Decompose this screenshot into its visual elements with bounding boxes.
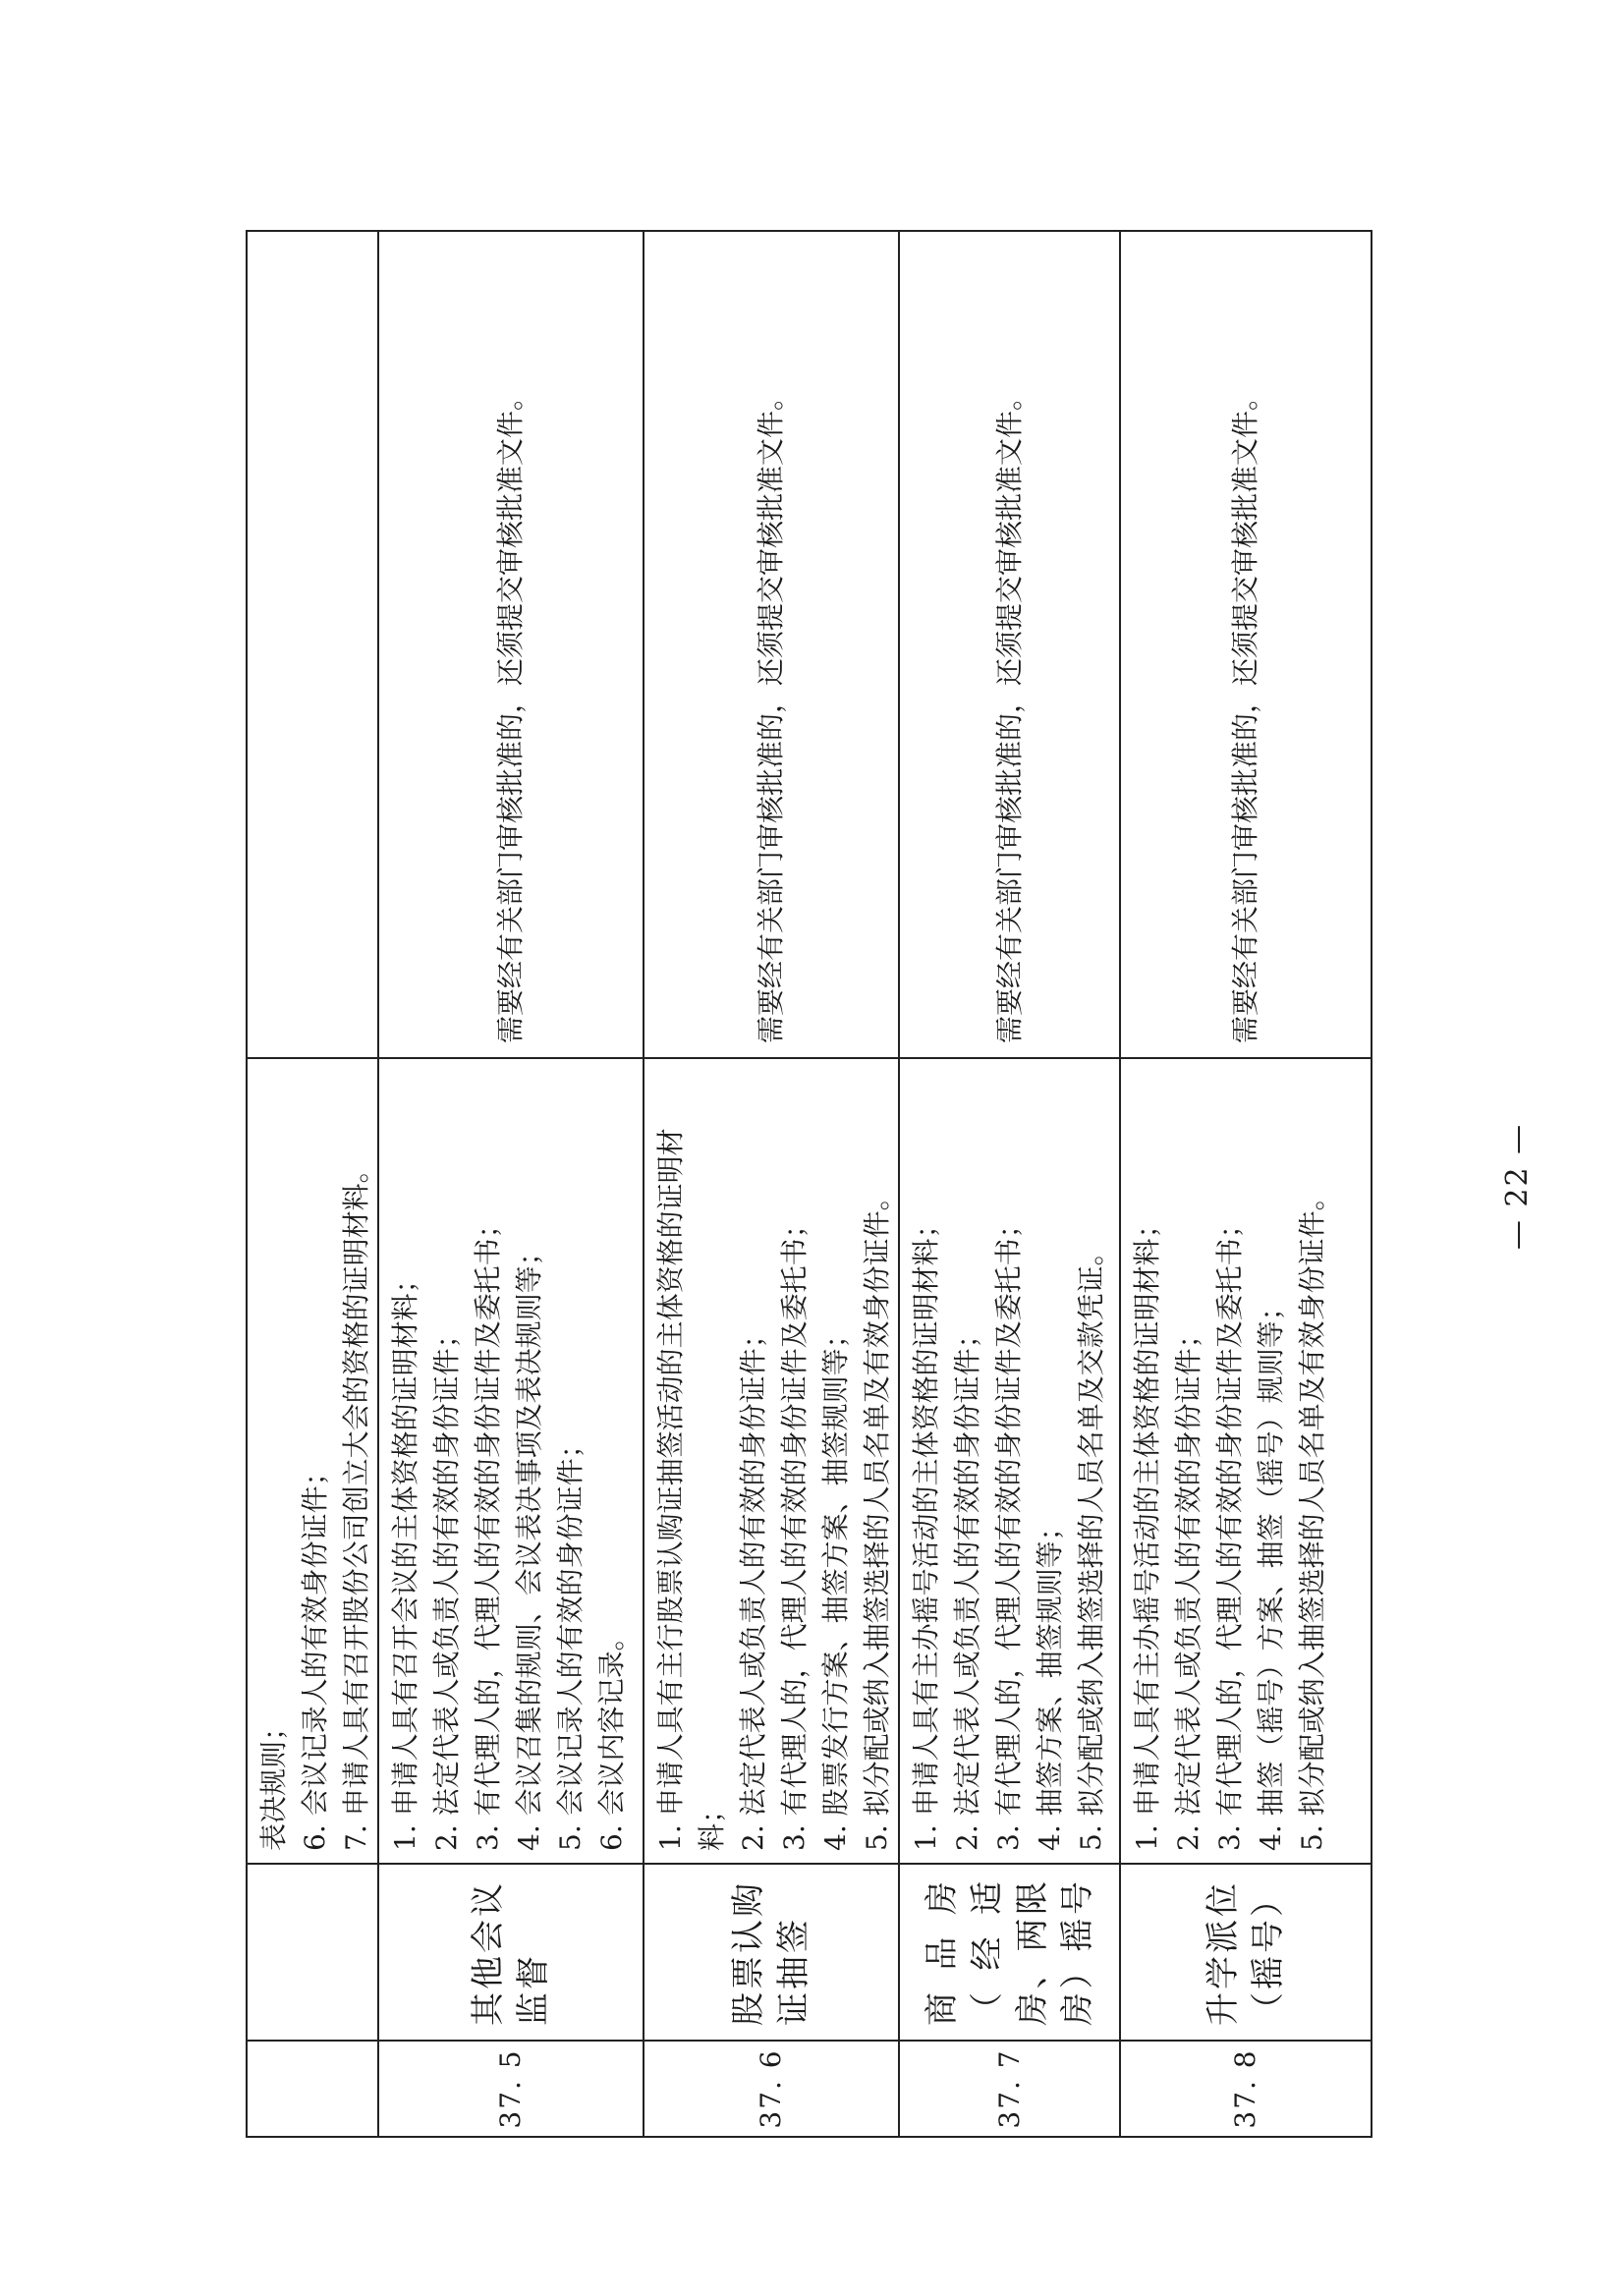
material-line: 2. 法定代表人或负责人的有效的身份证件； [1172, 1320, 1204, 1851]
item-code: 37. 7 [992, 2048, 1026, 2129]
material-line: 7. 申请人具有召开股份公司创立大会的资格的证明材料。 [340, 1155, 372, 1851]
item-name-cell [378, 1864, 644, 2041]
item-name-line: 其他会议 [469, 1880, 508, 2026]
item-code: 37. 8 [1229, 2048, 1261, 2129]
item-name-line: 房）摇号 [1057, 1878, 1097, 2026]
material-line: 5. 拟分配或纳入抽签选择的人员名单及有效身份证件。 [1296, 1183, 1328, 1851]
item-name-line: 股票认购 [729, 1880, 768, 2026]
material-line: 6. 会议记录人的有效身份证件； [299, 1458, 331, 1851]
materials-cell [1120, 1058, 1372, 1864]
material-line: 6. 会议内容记录。 [595, 1623, 628, 1851]
material-line: 3. 有代理人的，代理人的有效的身份证件及委托书； [778, 1210, 811, 1851]
material-line: 5. 拟分配或纳入抽签选择的人员名单及有效身份证件。 [861, 1183, 893, 1851]
material-line: 1. 申请人具有主办摇号活动的主体资格的证明材料； [910, 1210, 942, 1851]
item-code-cell [899, 2041, 1120, 2137]
note-cell [247, 231, 378, 1058]
item-code-cell [644, 2041, 899, 2137]
item-name-line: （ 经 适 [967, 1878, 1007, 2026]
item-name-cell [644, 1864, 899, 2041]
material-line: 2. 法定代表人或负责人的有效的身份证件； [737, 1320, 769, 1851]
materials-cell [247, 1058, 378, 1864]
item-code: 37. 5 [494, 2048, 527, 2129]
material-line: 4. 抽签（摇号）方案、抽签（摇号）规则等； [1255, 1293, 1287, 1851]
material-line: 3. 有代理人的，代理人的有效的身份证件及委托书； [1213, 1210, 1246, 1851]
item-name-cell [899, 1864, 1120, 2041]
material-line: 1. 申请人具有主行股票认购证抽签活动的主体资格的证明材 [654, 1128, 687, 1851]
material-line: 3. 有代理人的，代理人的有效的身份证件及委托书； [992, 1210, 1025, 1851]
approval-note: 需要经有关部门审核批准的，还须提交审核批准文件。 [494, 382, 527, 1043]
table-row [378, 231, 644, 2137]
item-code-cell [378, 2041, 644, 2137]
material-line: 4. 股票发行方案、抽签方案、抽签规则等； [819, 1320, 852, 1851]
page-number: — 22 — [1500, 1122, 1536, 1251]
item-name-line: 商 品 房 [922, 1878, 962, 2026]
material-line: 2. 法定代表人或负责人的有效的身份证件； [951, 1320, 983, 1851]
item-name-cell [247, 1864, 378, 2041]
item-name-cell [1120, 1864, 1372, 2041]
item-name-line: 监督 [514, 1953, 553, 2026]
approval-note: 需要经有关部门审核批准的，还须提交审核批准文件。 [992, 382, 1026, 1043]
material-line: 5. 会议记录人的有效的身份证件； [554, 1430, 587, 1851]
material-line: 4. 抽签方案、抽签规则等； [1034, 1513, 1066, 1851]
table-row [899, 231, 1120, 2137]
material-line: 1. 申请人具有主办摇号活动的主体资格的证明材料； [1131, 1210, 1163, 1851]
material-line: 3. 有代理人的，代理人的有效的身份证件及委托书； [472, 1210, 504, 1851]
note-cell [644, 231, 899, 1058]
item-name-line: 房、两限 [1012, 1878, 1052, 2026]
material-line: 2. 法定代表人或负责人的有效的身份证件； [430, 1320, 463, 1851]
materials-cell [644, 1058, 899, 1864]
item-code-cell [247, 2041, 378, 2137]
item-code: 37. 6 [755, 2048, 787, 2129]
rotated-document [246, 232, 1327, 2138]
notary-materials-table [246, 230, 1372, 2138]
material-line: 表决规则； [257, 1712, 290, 1851]
materials-cell [899, 1058, 1120, 1864]
material-line: 5. 拟分配或纳入抽签选择的人员名单及交款凭证。 [1075, 1238, 1107, 1851]
item-name-line: （摇号） [1249, 1880, 1288, 2026]
approval-note: 需要经有关部门审核批准的，还须提交审核批准文件。 [1229, 382, 1261, 1043]
table-row [1120, 231, 1372, 2137]
table-row [247, 231, 378, 2137]
table-row [644, 231, 899, 2137]
note-cell [1120, 231, 1372, 1058]
note-cell [378, 231, 644, 1058]
materials-cell [378, 1058, 644, 1864]
item-code-cell [1120, 2041, 1372, 2137]
material-line: 1. 申请人具有召开会议的主体资格的证明材料； [389, 1265, 421, 1851]
material-line: 料； [696, 1795, 728, 1851]
note-cell [899, 231, 1120, 1058]
item-name-line: 证抽签 [774, 1917, 813, 2026]
approval-note: 需要经有关部门审核批准的，还须提交审核批准文件。 [755, 382, 787, 1043]
material-line: 4. 会议召集的规则、会议表决事项及表决规则等； [513, 1238, 545, 1851]
item-name-line: 升学派位 [1204, 1880, 1243, 2026]
